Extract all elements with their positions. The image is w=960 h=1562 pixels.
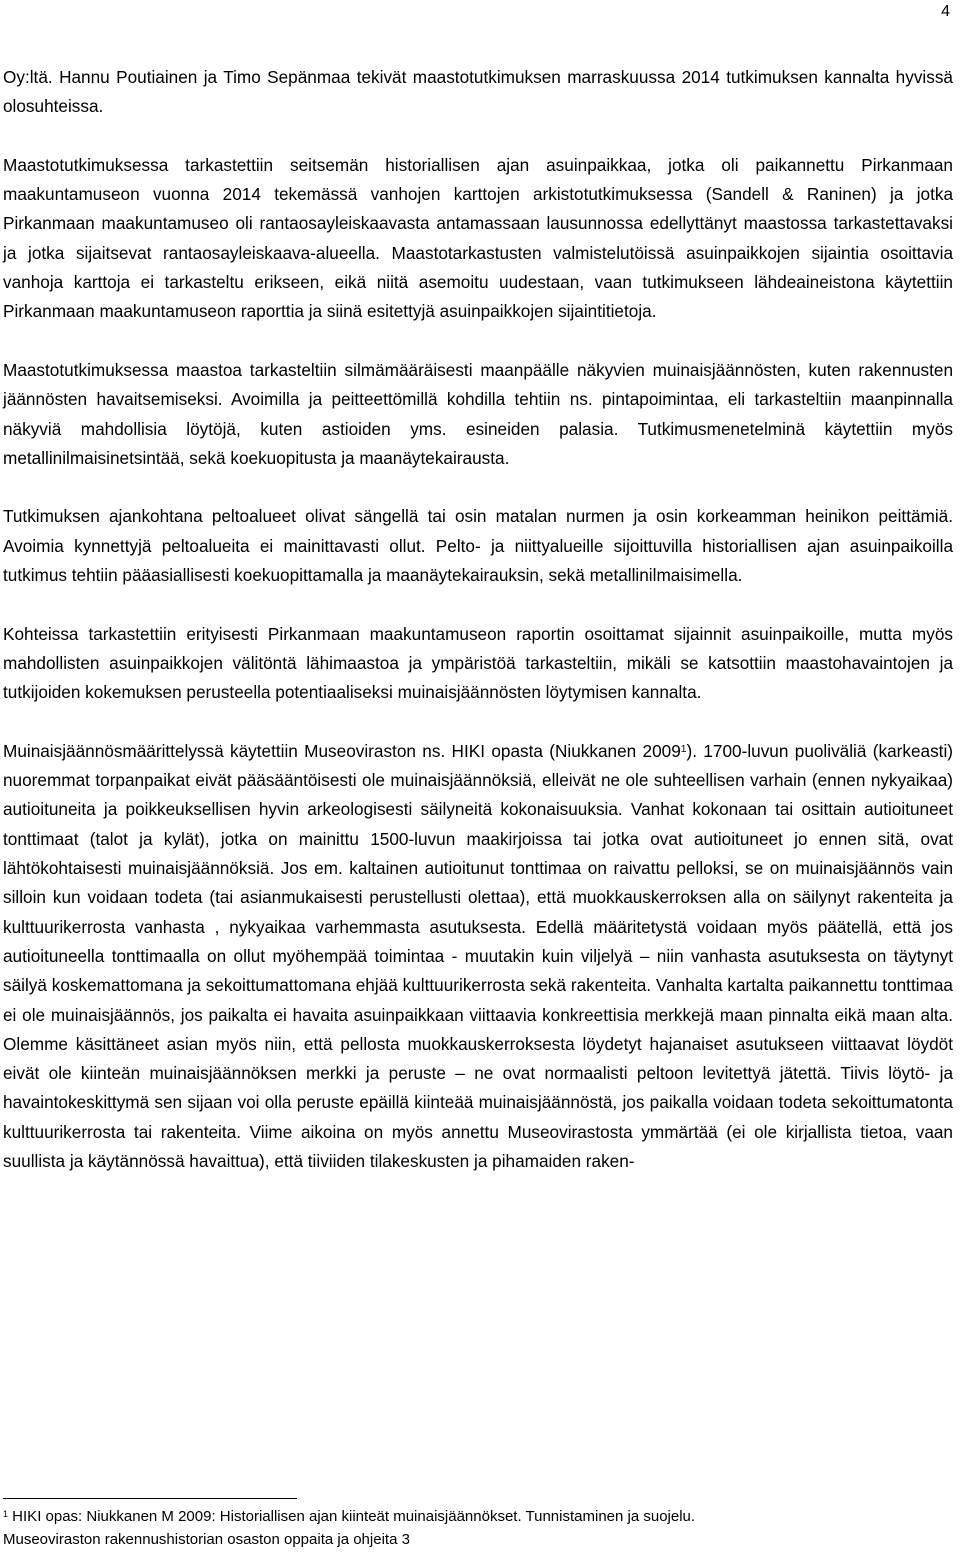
paragraph-6-text-after: ). 1700-luvun puoliväliä (karkeasti) nuoremmat torpanpaikat eivät pääsääntöisesti ole muinaisjäännöksiä, elleivät ne ole suhteellisen varhain (ennen nykyaikaa) autioituneita ja poikkeuksellisen hyvin arkeologisesti säilyneitä kokonaisuuksia. Vanhat kokonaan tai osittain autioituneet tonttimaat (talot ja kylät), jotka on mainittu 1500-luvun maakirjoissa tai jotka ovat autioituneet jo ennen sitä, ovat lähtökohtaisesti muinaisjäännöksiä. Jos em. kaltainen autioitunut tonttimaa on raivattu pelloksi, se on muinaisjäännös vain silloin kun voidaan todeta (tai asianmukaisesti perustellusti olettaa), että muokkauskerroksen alla on säilynyt rakenteita ja kulttuurikerrosta vanhasta , nykyaikaa varhemmasta asutuksesta. Edellä määritetystä voidaan myös päätellä, että jos autioituneella tonttimaalla on ollut myöhempää toimintaa - muutakin kuin viljelyä – niin vanhasta asutuksesta on täytynyt säilyä koskemattomana ja sekoittumattomana ehjää kulttuurikerrosta sekä rakenteita. Vanhalta kartalta paikannettu tonttimaa ei ole muinaisjäännös, jos paikalta ei havaita asuinpaikkaan viittaavia konkreettisia merkkejä maan pinnalta eikä maan alta. Olemme käsittäneet asian myös niin, että pellosta muokkauskerroksesta löydetyt hajanaiset asutukseen viittaavat löydöt eivät ole kiinteän muinaisjäännöksen merkki ja peruste – ne ovat normaalisti peltoon levitettyä jätettä. Tiivis löytö- ja havaintokeskittymä sen sijaan voi olla peruste epäillä kiinteää muinaisjäännöstä, jos paikalla voidaan todeta sekoittumatonta kulttuurikerrosta tai rakenteita. Viime aikoina on myös annettu Museovirastosta ymmärtää (ei ole kirjallista tietoa, vaan suullista ja käytännössä havaittua), että tiiviiden tilakeskusten ja pihamaiden raken- — [3, 740, 953, 1171]
footnote-marker: 1 — [3, 1508, 9, 1519]
footnote-area — [3, 1498, 953, 1551]
paragraph-3: Maastotutkimuksessa maastoa tarkasteltiin silmämääräisesti maanpäälle näkyvien muinaisjäännösten, kuten rakennusten jäännösten havaitsemiseksi. Avoimilla ja peitteettömillä kohdilla tehtiin ns. pintapoimintaa, eli tarkasteltiin maanpinnalla näkyviä mahdollisia löytöjä, kuten astioiden yms. esineiden palasia. Tutkimusmenetelminä käytettiin myös metallinilmaisinetsintää, sekä koekuopitusta ja maanäytekairausta. — [3, 359, 953, 468]
paragraph-4: Tutkimuksen ajankohtana peltoalueet olivat sängellä tai osin matalan nurmen ja osin korkeamman heinikon peittämiä. Avoimia kynnettyjä peltoalueita ei mainittavasti ollut. Pelto- ja niittyalueille sijoittuvilla historiallisen ajan asuinpaikoilla tutkimus tehtiin pääasiallisesti koekuopittamalla ja maanäytekairauksin, sekä metallinilmaisimella. — [3, 506, 953, 586]
footnote-separator — [3, 1498, 297, 1499]
paragraph-6-text-before: Muinaisjäännösmäärittelyssä käytettiin Museoviraston ns. HIKI opasta (Niukkanen 2009 — [3, 740, 681, 761]
document-body — [3, 63, 953, 1176]
footnote-line-1 — [3, 1505, 953, 1528]
paragraph-1: Oy:ltä. Hannu Poutiainen ja Timo Sepänmaa tekivät maastotutkimuksen marraskuussa 2014 tutkimuksen kannalta hyvissä olosuhteissa. — [3, 67, 953, 117]
paragraph-2: Maastotutkimuksessa tarkastettiin seitsemän historiallisen ajan asuinpaikkaa, jotka oli paikannettu Pirkanmaan maakuntamuseon vuonna 2014 tekemässä vanhojen karttojen arkistotutkimuksessa (Sandell & Raninen) ja jotka Pirkanmaan maakuntamuseo oli rantaosayleiskaavasta antamassaan lausunnossa edellyttänyt maastossa tarkastettavaksi ja jotka sijaitsevat rantaosayleiskaava-alueella. Maastotarkastusten valmistelutöissä asuinpaikkojen sijaintia osoittavia vanhoja karttoja ei tarkasteltu erikseen, eikä niitä asemoitu uudestaan, vaan tutkimukseen lähdeaineistona käytettiin Pirkanmaan maakuntamuseon raporttia ja siinä esitettyjä asuinpaikkojen sijaintitietoja. — [3, 154, 953, 322]
paragraph-6 — [3, 737, 953, 1176]
footnote-reference[interactable]: 1 — [680, 743, 687, 755]
footnote-text-1: HIKI opas: Niukkanen M 2009: Historiallisen ajan kiinteät muinaisjäännökset. Tunnistaminen ja suojelu. — [8, 1508, 696, 1525]
footnote-line-2: Museoviraston rakennushistorian osaston oppaita ja ohjeita 3 — [3, 1531, 410, 1548]
page-number: 4 — [941, 3, 950, 20]
paragraph-5: Kohteissa tarkastettiin erityisesti Pirkanmaan maakuntamuseon raportin osoittamat sijainnit asuinpaikoille, mutta myös mahdollisten asuinpaikkojen välitöntä lähimaastoa ja ympäristöä tarkasteltiin, mikäli se katsottiin maastohavaintojen ja tutkijoiden kokemuksen perusteella potentiaaliseksi muinaisjäännösten löytymisen kannalta. — [3, 623, 953, 703]
